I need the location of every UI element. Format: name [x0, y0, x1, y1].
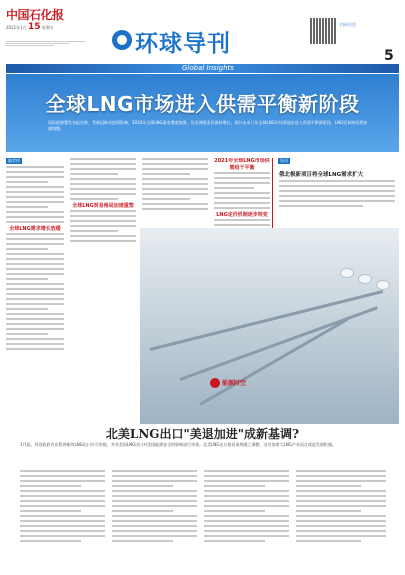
- article-column-1: [6, 166, 64, 406]
- secondary-column-2: [112, 470, 197, 570]
- secondary-column-4: [296, 470, 386, 570]
- brand-logo: [210, 376, 254, 390]
- editor-note-tag: 编者按: [8, 158, 20, 163]
- secondary-column-3: [204, 470, 289, 570]
- qr-code-icon[interactable]: [310, 18, 336, 44]
- hero-banner: [6, 74, 399, 152]
- storage-tank: [340, 268, 354, 278]
- brief-headline[interactable]: 俄北极新项目将全球LNG需求扩大: [279, 172, 364, 178]
- brief-body: [279, 180, 395, 220]
- brand-logo-label: 能源时空: [222, 380, 247, 387]
- column-subhead: LNG定价机制逐步转变: [216, 212, 268, 218]
- issue-date: [6, 24, 76, 31]
- issue-year-month: 2021年1月: [6, 25, 27, 30]
- lead-headline[interactable]: 全球LNG市场进入供需平衡新阶段: [45, 92, 360, 116]
- issue-weekday: 星期五: [41, 25, 54, 30]
- secondary-summary: 1月起，拜登政府宣布暂停新的LNG出口许可审批，并对美国LNG出口对美国能源安全的影响进行审查。北美LNG出口格局或将随之调整，这对加拿大LNG产业而言或是发展机遇。: [20, 442, 336, 447]
- brand-logo-icon: [210, 378, 220, 388]
- column-subhead: 全球LNG贸易格局加速重塑: [72, 203, 134, 209]
- lng-terminal-photo: [140, 228, 399, 424]
- column-subhead: 2021年全球LNG市场供需趋于平衡: [214, 158, 270, 171]
- secondary-headline[interactable]: 北美LNG出口"美退加进"成新基调?: [105, 427, 300, 441]
- article-column-2: [70, 158, 136, 368]
- section-title: 环球导刊: [135, 31, 231, 57]
- storage-tank: [376, 280, 390, 290]
- lead-summary: 国际能源署发布报告称，受新冠肺炎疫情影响，2020年全球LNG需求增速放缓，但亚洲需求仍保持增长。预计未来几年全球LNG市场将逐步进入供需平衡新阶段，LNG贸易格局将加速调整。: [48, 120, 368, 131]
- page-number: 5: [384, 48, 394, 64]
- issue-day: 15: [28, 22, 41, 32]
- storage-tank: [358, 274, 372, 284]
- contact-info: [6, 40, 86, 47]
- section-banner-label: Global Insights: [182, 64, 234, 72]
- section-globe-icon: [112, 30, 132, 50]
- secondary-column-1: [20, 470, 105, 570]
- paper-name: 中国石化报: [6, 8, 64, 22]
- briefs-tag: 短讯: [280, 158, 288, 163]
- column-subhead: 全球LNG需求增长放缓: [9, 226, 61, 232]
- qr-label: 扫码关注: [340, 22, 356, 27]
